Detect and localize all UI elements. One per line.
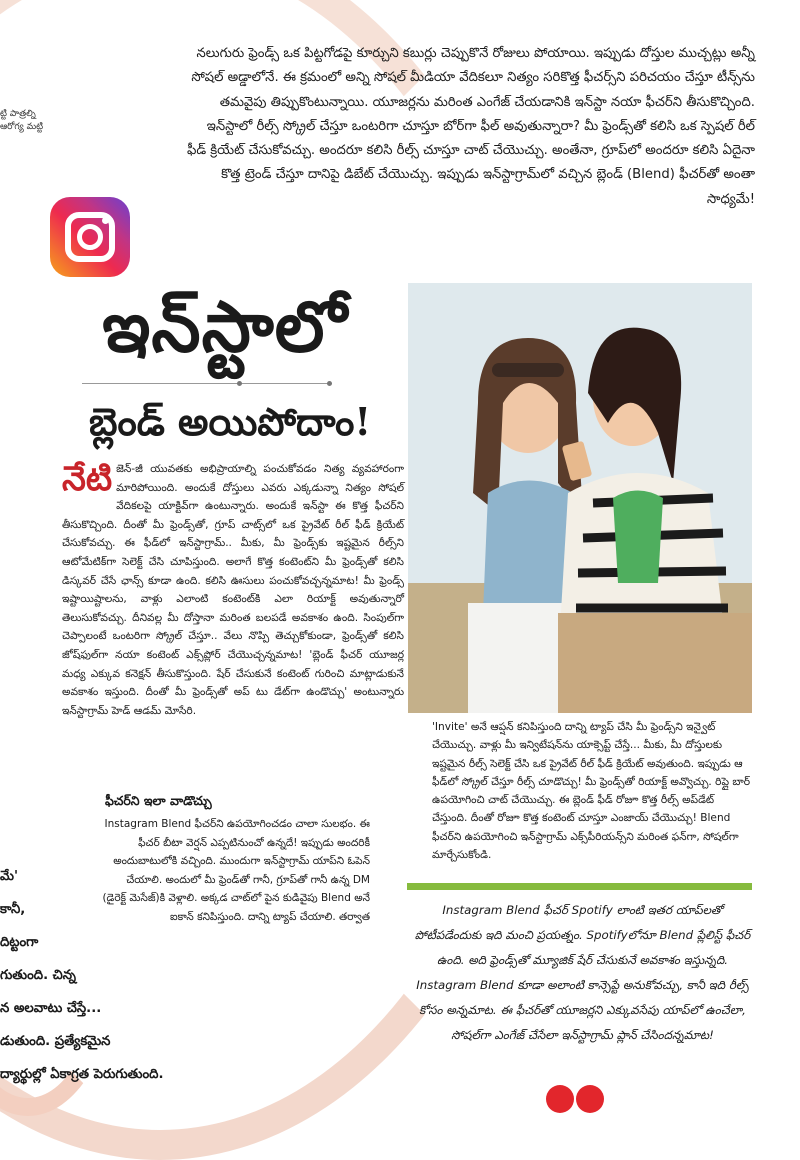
bottom-line: దిట్టంగా (0, 935, 39, 950)
drop-cap: నేటి (62, 459, 113, 499)
bottom-line: న అలవాటు చేస్తే... (0, 1001, 102, 1016)
bottom-line: గుతుంది. చిన్న (0, 968, 76, 983)
quote-mark-icon (540, 1073, 610, 1113)
section-subheading: ఫీచర్‌ని ఇలా వాడొచ్చు (105, 793, 212, 808)
headline-line-2: బ్లెండ్ అయిపోదాం! (88, 399, 372, 444)
article-body-text: జెన్-జీ యువతకు అభిప్రాయాల్ని పంచుకోవడం నిత్య వ్యవహారంగా మారిపోయింది. అందుకే దోస్తులు ఎవరు ఎక్కడున్నా నిత్యం సోషల్ వేదికలపై యాక్టివ్‌గా ఉంటున్నారు. అందుకే ఇన్‌స్టా ఈ కొత్త ఫీచర్‌ని తీసుకొచ్చింది. దీంతో మీ ఫ్రెండ్స్‌తో, గ్రూప్ చాట్స్‌లో ఒక ప్రైవేట్ రీల్ ఫీడ్ క్రియేట్ చేసుకోవచ్చు. ఈ ఫీడ్‌లో ఇన్‌స్టాగ్రామ్.. మీకు, మీ ఫ్రెండ్స్‌కు ఇష్టమైన రీల్స్‌ని ఆటోమేటిక్‌గా సెలెక్ట్ చేసి చూపిస్తుంది. అలాగే కొత్త కంటెంట్‌ని మీ ఫ్రెండ్స్‌తో కలిసి డిస్కవర్ చేసే ఛాన్స్ కూడా ఉంది. కలిసి ఊసులు పంచుకోవచ్చన్నమాట! మీ ఫ్రెండ్స్ ఇష్టాయిష్టాలను, వాళ్లు ఎలాంటి కంటెంట్‌కి ఎలా రియాక్ట్ అవుతున్నారో తెలుసుకోవచ్చు. దీనివల్ల మీ దోస్తానా మరింత బలపడే అవకాశం ఉంది. సింపుల్‌గా చెప్పాలంటే ఒంటరిగా స్క్రోల్ చేస్తూ.. వేలు నొప్పి తెచ్చుకోకుండా, ఫ్రెండ్స్‌తో కలిసి జోష్‌ఫుల్‌గా నయా కంటెంట్ ఎక్స్‌ప్లోర్ చేయొచ్చన్నమాట! 'బ్లెండ్ ఫీచర్ యూజర్ల మధ్య ఎక్కువ కనెక్షన్ తీసుకొస్తుంది. షేర్ చేసుకునే కంటెంట్ గురించి మాట్లాడుకునే అవకాశం ఇస్తుంది. దీంతో మీ ఫ్రెండ్స్‌తో అప్ టు డేట్‌గా ఉండొచ్చు' అంటున్నారు ఇన్‌స్టాగ్రామ్ హెడ్ ఆడమ్ మోసేరి. (62, 463, 404, 717)
bottom-line: కానీ, (0, 902, 26, 917)
left-column-fragment: ట్టి పాత్రల్ని ఆరోగ్య మట్టి (0, 109, 44, 132)
bottom-line: ద్యార్థుల్లో ఏకాగ్రత పెరుగుతుంది. (0, 1067, 164, 1082)
headline-line-1: ఇన్‌స్టాలో (102, 285, 348, 368)
bottom-line: డుతుంది. ప్రత్యేకమైన (0, 1034, 111, 1049)
bottom-left-fragment (0, 860, 250, 1091)
article-photo (408, 283, 752, 713)
pull-quote: Instagram Blend ఫీచర్ Spotify లాంటి ఇతర యాప్‌లతో పోటీపడేందుకు ఇది మంచి ప్రయత్నం. Spotifyలోనూ Blend ప్లేలిస్ట్ ఫీచర్ ఉంది. అది ఫ్రెండ్స్‌తో మ్యూజిక్ షేర్ చేసుకునే అవకాశం ఇస్తున్నది. Instagram Blend కూడా అలాంటి కాన్సెప్టే అనుకోవచ్చు, కానీ ఇది రీల్స్ కోసం అన్నమాట. ఈ ఫీచర్‌తో యూజర్లని ఎక్కువసేపు యాప్‌లో ఉంచేలా, సోషల్‌గా ఎంగేజ్ చేసేలా ఇన్‌స్టాగ్రామ్ ప్లాన్ చేసిందన్నమాట! (414, 903, 751, 1042)
intro-paragraph: నలుగురు ఫ్రెండ్స్ ఒక పిట్టగోడపై కూర్చుని కబుర్లు చెప్పుకొనే రోజులు పోయాయి. ఇప్పుడు దోస్తుల ముచ్చట్లు అన్నీ సోషల్ అడ్డాలోనే. ఈ క్రమంలో అన్ని సోషల్ మీడియా వేదికలూ నిత్యం సరికొత్త ఫీచర్స్‌ని పరిచయం చేస్తూ టీన్స్‌ను తమవైపు తిప్పుకొంటున్నాయి. యూజర్లను మరింత ఎంగేజ్ చేయడానికి ఇన్‌స్టా నయా ఫీచర్‌ని తీసుకొచ్చింది. ఇన్‌స్టాలో రీల్స్ స్క్రోల్ చేస్తూ ఒంటరిగా చూస్తూ బోర్‌గా ఫీల్ అవుతున్నారా? మీ ఫ్రెండ్స్‌తో కలిసి ఒక స్పెషల్ రీల్ ఫీడ్ క్రియేట్ చేసుకోవచ్చు. అందరూ కలిసి రీల్స్ చూస్తూ చాట్ చేయొచ్చు. అంతేనా, గ్రూప్‌లో అందరూ కలిసి ఏదైనా కొత్త ట్రెండ్ చేస్తూ దానిపై డిబేట్ చేయొచ్చు. ఇప్పుడు ఇన్‌స్టాగ్రామ్‌లో వచ్చిన బ్లెండ్ (Blend) ఫీచర్‌తో అంతా సాధ్యమే! (186, 46, 755, 207)
instagram-logo-icon (50, 197, 130, 277)
headline-divider (82, 383, 332, 384)
article-body (62, 460, 404, 720)
how-to-use-text: Instagram Blend ఫీచర్‌ని ఉపయోగించడం చాలా సులభం. ఈ ఫీచర్ బీటా వెర్షన్ ఎప్పటినుంచో ఉన్నదే! ఇప్పుడు అందరికీ అందుబాటులోకి వచ్చింది. ముందుగా ఇన్‌స్టాగ్రామ్ యాప్‌ని ఓపెన్ చేయాలి. అందులో మీ ఫ్రెండ్‌తో గానీ, గ్రూప్‌తో గానీ ఉన్న DM (డైరెక్ట్ మెసేజ్)కి వెళ్లాలి. అక్కడ చాట్‌లో పైన కుడివైపు Blend అనే ఐకాన్ కనిపిస్తుంది. దాన్ని ట్యాప్ చేయాలి. తర్వాత (102, 818, 370, 923)
bottom-line: మే' (0, 869, 18, 884)
green-rule (407, 883, 752, 890)
right-column-text: 'Invite' అనే ఆప్షన్ కనిపిస్తుంది దాన్ని ట్యాప్ చేసి మీ ఫ్రెండ్స్‌ని ఇన్వైట్ చేయొచ్చు. వాళ్లు మీ ఇన్విటేషన్‌ను యాక్సెప్ట్ చేస్తే... మీకు, మీ దోస్తులకు ఇష్టమైన రీల్స్ సెలెక్ట్ చేసి ఒక ప్రైవేట్ రీల్ ఫీడ్ క్రియేట్ అవుతుంది. ఇప్పుడు ఆ ఫీడ్‌లో స్క్రోల్ చేస్తూ రీల్స్ చూడొచ్చు! మీ ఫ్రెండ్స్‌తో రియాక్ట్ అవ్వొచ్చు. రిప్లై బార్ ఉపయోగించి చాట్ చేయొచ్చు. ఈ బ్లెండ్ ఫీడ్ రోజూ కొత్త రీల్స్ అప్‌డేట్ చేస్తుంది. దీంతో రోజూ కొత్త కంటెంట్ చూస్తూ ఎంజాయ్ చేయొచ్చు! Blend ఫీచర్‌ని ఉపయోగించి ఇన్‌స్టాగ్రామ్ ఎక్స్‌పీరియన్స్‌ని మరింత ఫన్‌గా, సోషల్‌గా మార్చేసుకోండి. (432, 721, 750, 862)
